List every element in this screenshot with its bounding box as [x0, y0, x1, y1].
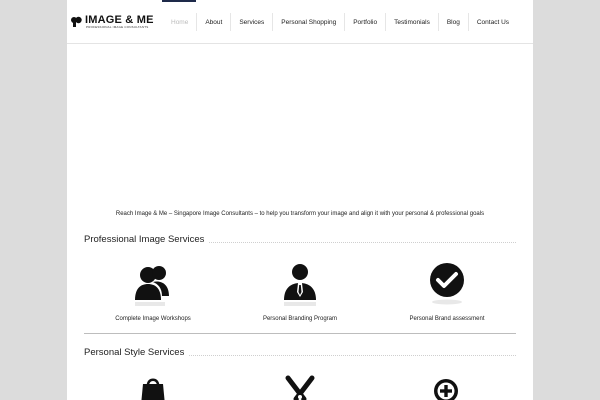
- main-nav: [163, 13, 517, 31]
- style-card-assessment[interactable]: [377, 375, 517, 400]
- section-title-style: Personal Style Services: [84, 347, 188, 358]
- card-label: Complete Image Workshops: [115, 316, 191, 322]
- logo-title: IMAGE & ME: [85, 14, 154, 26]
- style-card-tailoring[interactable]: [230, 375, 370, 400]
- scissors-icon: [278, 375, 322, 400]
- zoom-plus-icon: [425, 375, 469, 400]
- shopping-bag-icon: [131, 375, 175, 400]
- nav-item-about[interactable]: About: [196, 13, 230, 31]
- service-card-branding[interactable]: [230, 262, 370, 322]
- nav-item-home[interactable]: Home: [171, 18, 189, 26]
- nav-item-blog[interactable]: Blog: [438, 13, 468, 31]
- page-container: [67, 0, 533, 400]
- businessman-icon: [278, 262, 322, 312]
- intro-text: Reach Image & Me – Singapore Image Consultants – to help you transform your image and align it with your personal & professional goals: [115, 211, 485, 217]
- logo-tagline: PROFESSIONAL IMAGE CONSULTANTS: [86, 25, 149, 29]
- nav-item-services[interactable]: Services: [230, 13, 272, 31]
- group-users-icon: [131, 262, 175, 312]
- site-logo[interactable]: [71, 14, 154, 34]
- section-separator: [84, 333, 516, 334]
- active-nav-indicator: [162, 0, 196, 2]
- style-card-shopping[interactable]: [83, 375, 223, 400]
- hero-banner: [67, 45, 533, 205]
- card-label: Personal Branding Program: [262, 316, 338, 322]
- nav-item-testimonials[interactable]: Testimonials: [385, 13, 438, 31]
- logo-mark-icon: [71, 16, 82, 27]
- section-title-professional: Professional Image Services: [84, 234, 208, 245]
- service-card-workshops[interactable]: [83, 262, 223, 322]
- checkmark-icon: [425, 262, 469, 312]
- nav-item-personal-shopping[interactable]: Personal Shopping: [272, 13, 344, 31]
- service-card-assessment[interactable]: [377, 262, 517, 322]
- nav-item-contact-us[interactable]: Contact Us: [468, 13, 517, 31]
- site-header: [67, 0, 533, 44]
- card-label: Personal Brand assessment: [409, 316, 485, 322]
- nav-item-portfolio[interactable]: Portfolio: [344, 13, 385, 31]
